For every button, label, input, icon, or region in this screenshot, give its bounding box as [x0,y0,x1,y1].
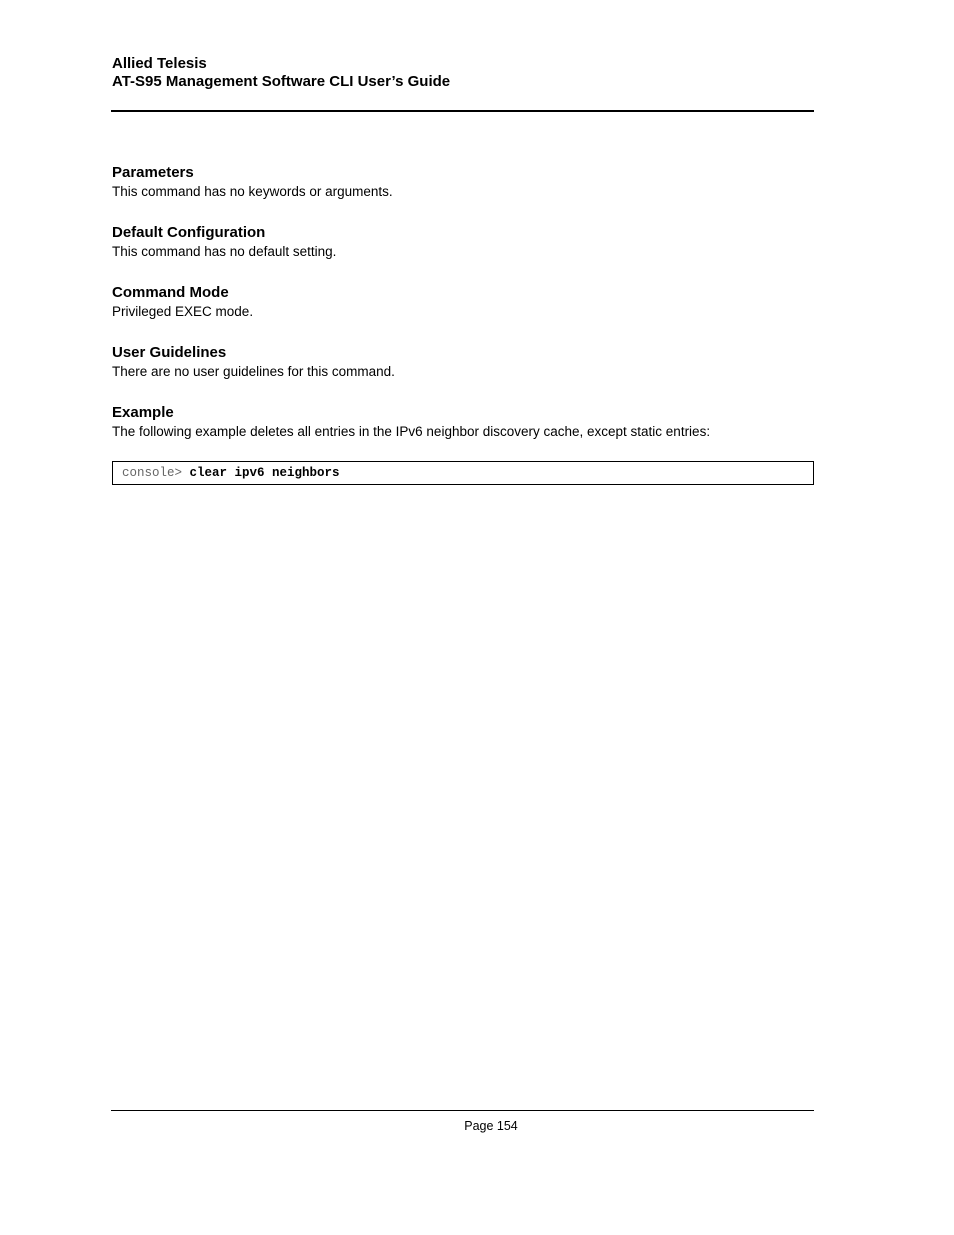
section-heading: Default Configuration [112,224,266,241]
document-title: AT-S95 Management Software CLI User’s Guide [112,73,451,90]
section-heading: Parameters [112,164,194,181]
page-number: Page 154 [464,1119,518,1133]
section-default-configuration [112,223,814,261]
section-parameters [112,163,814,201]
section-heading: User Guidelines [112,344,227,361]
section-body: Privileged EXEC mode. [112,304,254,319]
footer-divider [111,1110,814,1111]
page-header [112,55,814,91]
section-example [112,403,814,441]
company-name: Allied Telesis [112,55,207,72]
code-example [112,461,814,485]
page-content [112,163,814,463]
console-prompt: console> [122,466,183,480]
section-body: This command has no default setting. [112,244,337,259]
section-heading: Example [112,404,174,421]
section-heading: Command Mode [112,284,229,301]
console-command: clear ipv6 neighbors [189,466,340,480]
section-body: This command has no keywords or arguments. [112,184,393,199]
section-user-guidelines [112,343,814,381]
header-divider [111,110,814,112]
section-body: The following example deletes all entries in the IPv6 neighbor discovery cache, except static entries: [112,424,711,439]
section-command-mode [112,283,814,321]
section-body: There are no user guidelines for this command. [112,364,395,379]
